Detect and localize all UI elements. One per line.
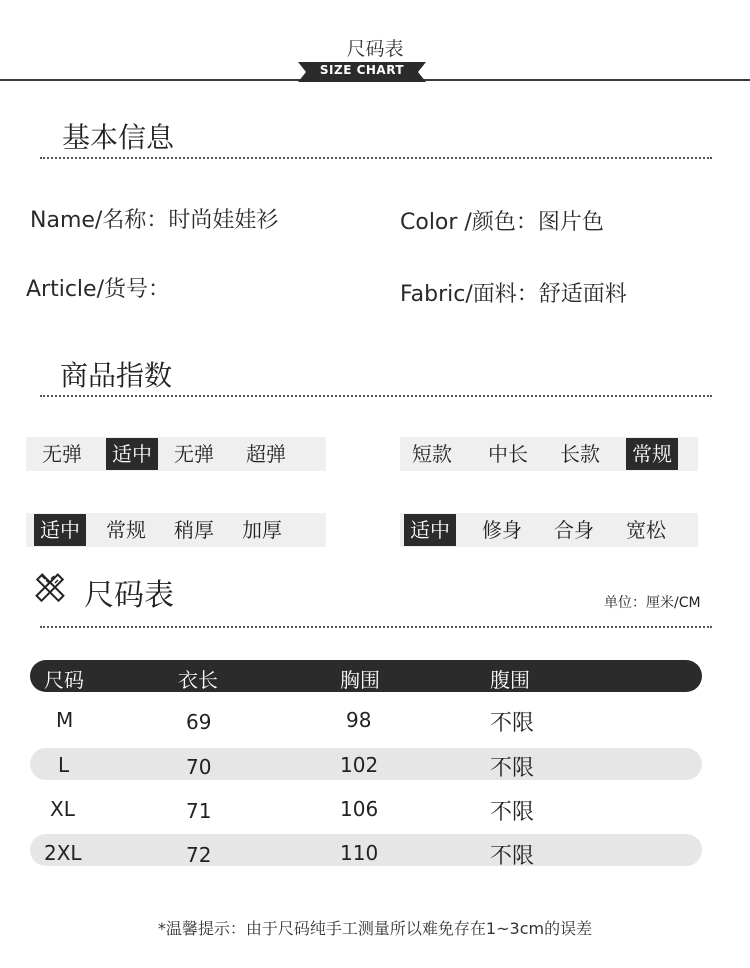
- dotted-divider: [40, 626, 712, 628]
- tag-option: 宽松: [626, 518, 666, 542]
- tag-option-selected: 适中: [404, 514, 456, 546]
- product-article: Article/货号：: [26, 277, 170, 302]
- table-cell: 71: [186, 799, 212, 823]
- unit-label: 单位：厘米/CM: [604, 595, 701, 611]
- table-cell: 70: [186, 755, 212, 779]
- product-name: Name/名称：时尚娃娃衫: [30, 208, 279, 233]
- tag-option-selected: 常规: [626, 438, 678, 470]
- header-title: 尺码表: [346, 38, 404, 60]
- dotted-divider: [40, 395, 712, 397]
- table-cell: 106: [340, 797, 379, 821]
- tag-option: 长款: [560, 442, 600, 466]
- column-header-size: 尺码: [44, 668, 84, 692]
- column-header-waist: 腹围: [490, 668, 530, 692]
- table-cell: 不限: [490, 711, 535, 736]
- table-cell: 72: [186, 843, 212, 867]
- tag-option: 超弹: [246, 442, 286, 466]
- table-cell: 69: [186, 710, 212, 734]
- elasticity-bar: [26, 437, 326, 471]
- thickness-bar: [26, 513, 326, 547]
- tag-option: 中长: [488, 442, 528, 466]
- table-cell: L: [58, 753, 70, 777]
- basic-info-title: 基本信息: [62, 121, 175, 154]
- table-cell: M: [56, 708, 74, 732]
- footnote: *温馨提示：由于尺码纯手工测量所以难免存在1~3cm的误差: [157, 919, 593, 938]
- product-index-title: 商品指数: [60, 359, 173, 392]
- ruler-scissors-icon: [32, 570, 68, 606]
- size-chart-title: 尺码表: [84, 578, 174, 613]
- tag-option: 合身: [554, 518, 594, 542]
- column-header-length: 衣长: [178, 668, 218, 692]
- product-color: Color /颜色：图片色: [400, 210, 604, 235]
- table-cell: 102: [340, 753, 379, 777]
- tag-option: 常规: [106, 518, 146, 542]
- table-cell: 110: [340, 841, 379, 865]
- table-cell: XL: [50, 797, 75, 821]
- length-bar: [400, 437, 698, 471]
- tag-option: 加厚: [242, 518, 282, 542]
- table-cell: 不限: [490, 844, 535, 869]
- tag-option: 稍厚: [174, 518, 214, 542]
- tag-option: 无弹: [42, 442, 82, 466]
- table-cell: 不限: [490, 756, 535, 781]
- column-header-chest: 胸围: [340, 668, 380, 692]
- product-fabric: Fabric/面料：舒适面料: [400, 282, 627, 307]
- table-cell: 2XL: [44, 841, 82, 865]
- tag-option-selected: 适中: [34, 514, 86, 546]
- dotted-divider: [40, 157, 712, 159]
- tag-option: 无弹: [174, 442, 214, 466]
- table-cell: 98: [346, 708, 372, 732]
- tag-option: 短款: [412, 442, 452, 466]
- tag-option: 修身: [482, 518, 522, 542]
- header-subtitle: SIZE CHART: [319, 63, 405, 77]
- table-cell: 不限: [490, 800, 535, 825]
- fit-bar: [400, 513, 698, 547]
- tag-option-selected: 适中: [106, 438, 158, 470]
